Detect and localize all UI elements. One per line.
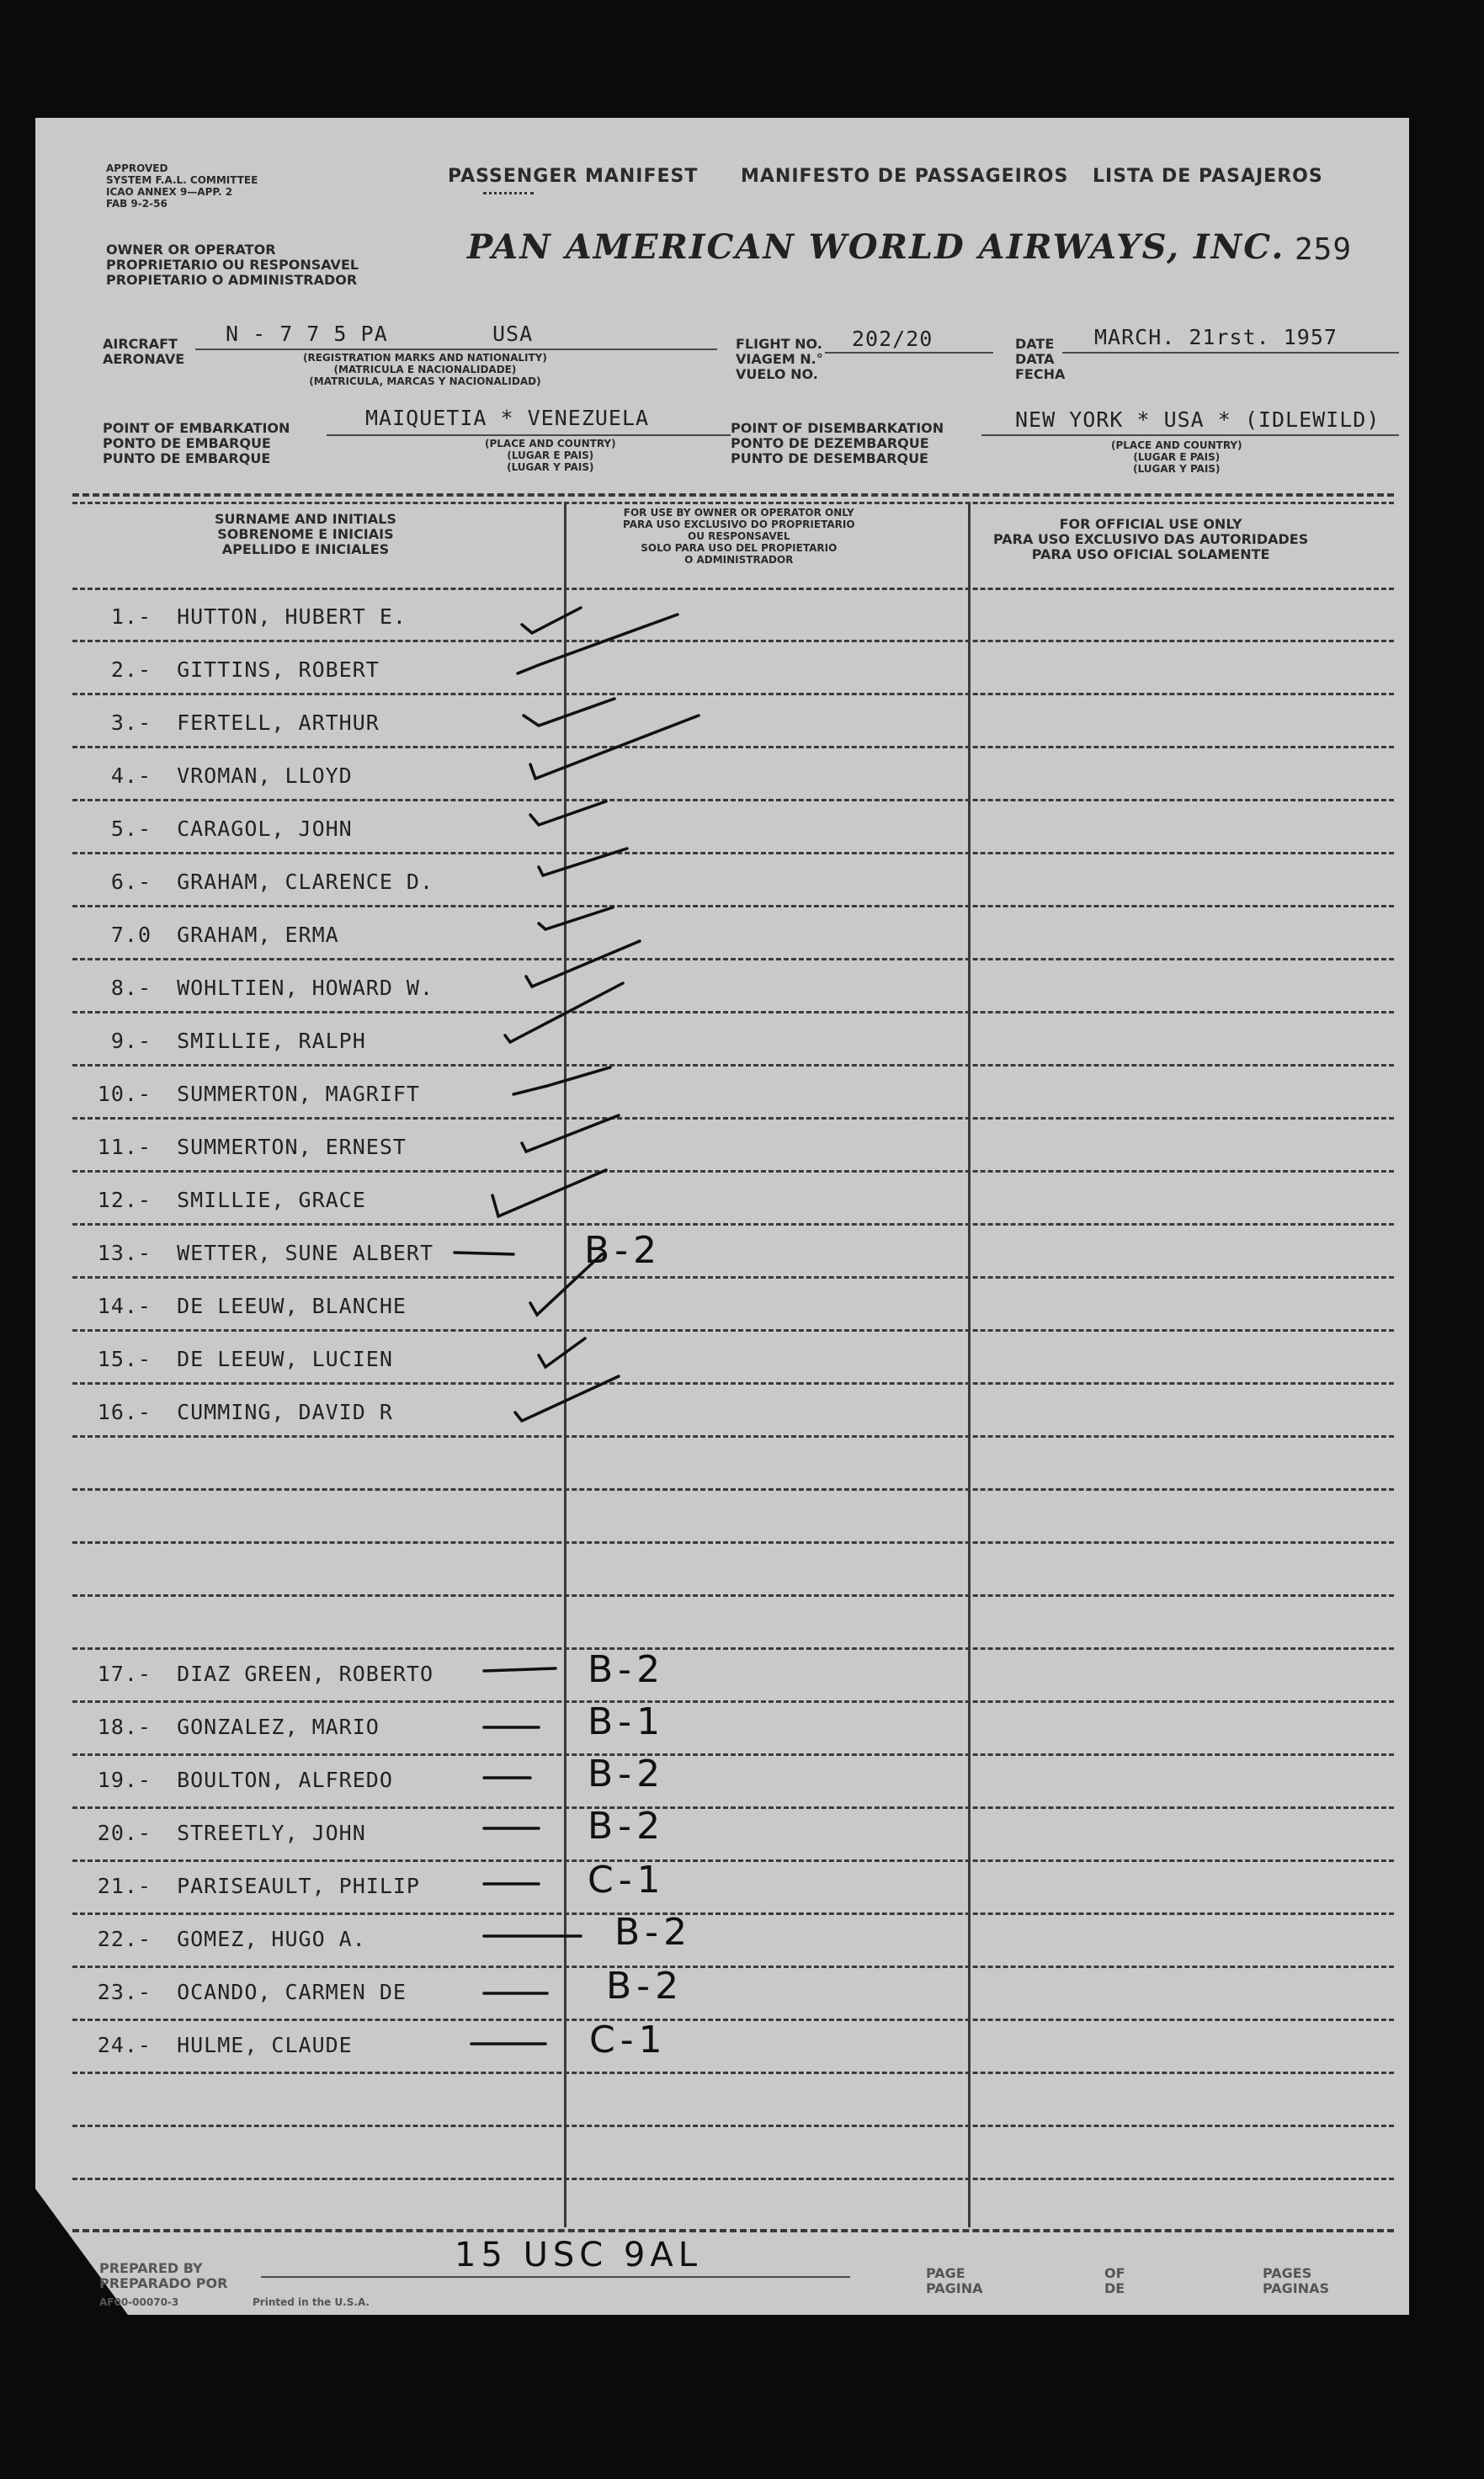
- flight-number: 202/20: [852, 327, 933, 351]
- passenger-name: CUMMING, DAVID R: [177, 1400, 393, 1424]
- prepared-label: PREPARADO POR: [99, 2275, 228, 2291]
- page-labels: [926, 2266, 983, 2296]
- aircraft-label: AIRCRAFT: [103, 336, 178, 352]
- row-number: 9.-: [110, 1029, 152, 1053]
- prepared-label: PREPARED BY: [99, 2260, 203, 2276]
- passenger-name: OCANDO, CARMEN DE: [177, 1980, 407, 2004]
- column-header-line: FOR OFFICIAL USE ONLY: [1059, 516, 1242, 532]
- passenger-name: SMILLIE, RALPH: [177, 1029, 366, 1053]
- place-sub-label: (PLACE AND COUNTRY): [485, 438, 616, 450]
- check-mark-icon: [539, 907, 613, 929]
- title-spanish: LISTA DE PASAJEROS: [1093, 166, 1323, 187]
- visa-code: B-2: [588, 1648, 666, 1691]
- row-number: 8.-: [110, 976, 152, 1000]
- row-number: 7.0: [110, 923, 152, 947]
- visa-code: B-2: [606, 1965, 684, 2008]
- printed-in-usa: Printed in the U.S.A.: [253, 2296, 370, 2308]
- row-number: 17.-: [97, 1662, 152, 1686]
- row-number: 15.-: [97, 1347, 152, 1371]
- owner-label: OWNER OR OPERATOR: [106, 242, 276, 258]
- passenger-name: GRAHAM, ERMA: [177, 923, 339, 947]
- place-sub-label: (LUGAR E PAIS): [507, 450, 594, 461]
- place-sub-label: (LUGAR Y PAIS): [1133, 463, 1221, 475]
- row-number: 11.-: [97, 1135, 152, 1159]
- row-number: 13.-: [97, 1241, 152, 1265]
- column-header-line: SOBRENOME E INICIAIS: [217, 526, 394, 542]
- passenger-name: DE LEEUW, LUCIEN: [177, 1347, 393, 1371]
- check-mark-icon: [539, 1338, 585, 1367]
- column-header-line: SOLO PARA USO DEL PROPIETARIO: [641, 542, 838, 554]
- check-mark-icon: [526, 941, 640, 987]
- visa-code: B-2: [614, 1911, 693, 1954]
- passenger-name: WETTER, SUNE ALBERT: [177, 1241, 434, 1265]
- aircraft-sub-label: (MATRICULA, MARCAS Y NACIONALIDAD): [309, 375, 541, 387]
- passenger-name: SMILLIE, GRACE: [177, 1188, 366, 1212]
- flight-label: FLIGHT NO.: [736, 336, 822, 352]
- owner-label: PROPRIETARIO OU RESPONSAVEL: [106, 257, 359, 273]
- row-number: 20.-: [97, 1821, 152, 1845]
- row-number: 24.-: [97, 2033, 152, 2057]
- column-header-line: O ADMINISTRADOR: [684, 554, 794, 566]
- column-header-line: SURNAME AND INITIALS: [215, 511, 396, 527]
- page-number: 259: [1295, 232, 1353, 267]
- column-header-line: APELLIDO E INICIALES: [221, 541, 390, 557]
- row-number: 12.-: [97, 1188, 152, 1212]
- visa-code: B-2: [584, 1229, 662, 1272]
- row-number: 6.-: [110, 870, 152, 894]
- aircraft-registration: N - 7 7 5 PA: [226, 322, 388, 346]
- aircraft-sub-label: (REGISTRATION MARKS AND NATIONALITY): [303, 352, 547, 364]
- passenger-name: VROMAN, LLOYD: [177, 763, 353, 788]
- date-label: DATA: [1015, 351, 1055, 367]
- passenger-name: GONZALEZ, MARIO: [177, 1715, 380, 1739]
- aircraft-sub-label: (MATRICULA E NACIONALIDADE): [333, 364, 517, 375]
- passenger-name: STREETLY, JOHN: [177, 1821, 366, 1845]
- check-mark-icon: [530, 716, 699, 779]
- date-label: FECHA: [1015, 366, 1066, 382]
- passenger-name: SUMMERTON, MAGRIFT: [177, 1082, 420, 1106]
- place-sub-label: (LUGAR Y PAIS): [507, 461, 594, 473]
- title-english: PASSENGER MANIFEST: [448, 166, 699, 187]
- passenger-name: SUMMERTON, ERNEST: [177, 1135, 407, 1159]
- visa-code: B-1: [588, 1700, 666, 1743]
- passenger-name: WOHLTIEN, HOWARD W.: [177, 976, 434, 1000]
- row-number: 2.-: [110, 657, 152, 682]
- flight-label: VIAGEM N.°: [736, 351, 823, 367]
- date-label: DATE: [1015, 336, 1055, 352]
- disembarkation-label: POINT OF DISEMBARKATION: [731, 420, 944, 436]
- check-mark-icon: [539, 848, 627, 875]
- passenger-name: FERTELL, ARTHUR: [177, 710, 380, 735]
- row-number: 3.-: [110, 710, 152, 735]
- row-number: 22.-: [97, 1927, 152, 1951]
- passenger-name: GITTINS, ROBERT: [177, 657, 380, 682]
- check-mark-icon: [522, 1115, 619, 1152]
- column-header-line: PARA USO OFICIAL SOLAMENTE: [1031, 546, 1270, 562]
- row-number: 23.-: [97, 1980, 152, 2004]
- passenger-name: HULME, CLAUDE: [177, 2033, 353, 2057]
- approval-line: FAB 9-2-56: [106, 198, 168, 210]
- row-number: 4.-: [110, 763, 152, 788]
- page-label: PAGE: [926, 2265, 965, 2281]
- column-header-line: PARA USO EXCLUSIVO DO PROPRIETARIO: [623, 519, 855, 530]
- check-mark-icon: [513, 1067, 610, 1094]
- visa-code: B-2: [588, 1753, 666, 1795]
- title-portuguese: MANIFESTO DE PASSAGEIROS: [741, 166, 1069, 187]
- prepared-line: [261, 2276, 850, 2278]
- passenger-name: BOULTON, ALFREDO: [177, 1768, 393, 1792]
- form-number: AF00-00070-3: [99, 2296, 179, 2308]
- check-mark-icon: [492, 1170, 606, 1216]
- check-mark-icon: [524, 699, 614, 726]
- passenger-name: HUTTON, HUBERT E.: [177, 604, 407, 629]
- row-number: 19.-: [97, 1768, 152, 1792]
- dash-mark: [484, 1668, 556, 1671]
- passenger-name: GRAHAM, CLARENCE D.: [177, 870, 434, 894]
- check-mark-icon: [505, 983, 623, 1042]
- flight-label: VUELO NO.: [736, 366, 818, 382]
- prepared-labels: [99, 2261, 227, 2291]
- embarkation-place: MAIQUETIA * VENEZUELA: [365, 406, 650, 430]
- row-number: 16.-: [97, 1400, 152, 1424]
- check-mark-icon: [518, 614, 678, 673]
- disembarkation-label: PUNTO DE DESEMBARQUE: [731, 450, 928, 466]
- owner-label: PROPIETARIO O ADMINISTRADOR: [106, 272, 358, 288]
- place-sub-label: (PLACE AND COUNTRY): [1111, 439, 1242, 451]
- passenger-name: DE LEEUW, BLANCHE: [177, 1294, 407, 1318]
- passenger-name: GOMEZ, HUGO A.: [177, 1927, 366, 1951]
- page-label: PAGINA: [926, 2280, 983, 2296]
- passenger-name: CARAGOL, JOHN: [177, 817, 353, 841]
- disembarkation-label: PONTO DE DEZEMBARQUE: [731, 435, 929, 451]
- row-number: 18.-: [97, 1715, 152, 1739]
- passenger-name: DIAZ GREEN, ROBERTO: [177, 1662, 434, 1686]
- of-label: OF: [1104, 2265, 1125, 2281]
- row-number: 21.-: [97, 1874, 152, 1898]
- row-number: 10.-: [97, 1082, 152, 1106]
- row-number: 5.-: [110, 817, 152, 841]
- aircraft-nationality: USA: [492, 322, 534, 346]
- column-header-line: FOR USE BY OWNER OR OPERATOR ONLY: [623, 507, 854, 519]
- pages-labels: [1263, 2266, 1329, 2296]
- visa-code: B-2: [588, 1805, 666, 1848]
- aircraft-label: AERONAVE: [103, 351, 185, 367]
- embarkation-label: POINT OF EMBARKATION: [103, 420, 290, 436]
- airline-name: PAN AMERICAN WORLD AIRWAYS, INC.: [467, 227, 1285, 267]
- of-labels: [1104, 2266, 1125, 2296]
- check-mark-icon: [530, 801, 606, 825]
- row-number: 1.-: [110, 604, 152, 629]
- place-sub-label: (LUGAR E PAIS): [1133, 451, 1221, 463]
- column-header-line: PARA USO EXCLUSIVO DAS AUTORIDADES: [993, 531, 1309, 547]
- row-number: 14.-: [97, 1294, 152, 1318]
- visa-code: C-1: [588, 1859, 666, 1902]
- pages-label: PAGES: [1263, 2265, 1312, 2281]
- table-bottom-border: [72, 2229, 1394, 2232]
- check-mark-icon: [455, 1253, 513, 1254]
- pages-label: PAGINAS: [1263, 2280, 1330, 2296]
- passenger-name: PARISEAULT, PHILIP: [177, 1874, 420, 1898]
- of-label: DE: [1104, 2280, 1125, 2296]
- embarkation-label: PUNTO DE EMBARQUE: [103, 450, 271, 466]
- flight-date: MARCH. 21rst. 1957: [1094, 325, 1338, 349]
- visa-code: C-1: [589, 2019, 668, 2061]
- handwritten-note: 15 USC 9AL: [455, 2236, 703, 2274]
- embarkation-label: PONTO DE EMBARQUE: [103, 435, 271, 451]
- approval-line: APPROVED: [106, 162, 168, 174]
- check-mark-icon: [515, 1376, 619, 1421]
- approval-line: ICAO ANNEX 9—APP. 2: [106, 186, 233, 198]
- approval-line: SYSTEM F.A.L. COMMITTEE: [106, 174, 258, 186]
- disembarkation-place: NEW YORK * USA * (IDLEWILD): [1015, 407, 1380, 432]
- check-mark-icon: [522, 608, 581, 633]
- column-header-line: OU RESPONSAVEL: [688, 530, 790, 542]
